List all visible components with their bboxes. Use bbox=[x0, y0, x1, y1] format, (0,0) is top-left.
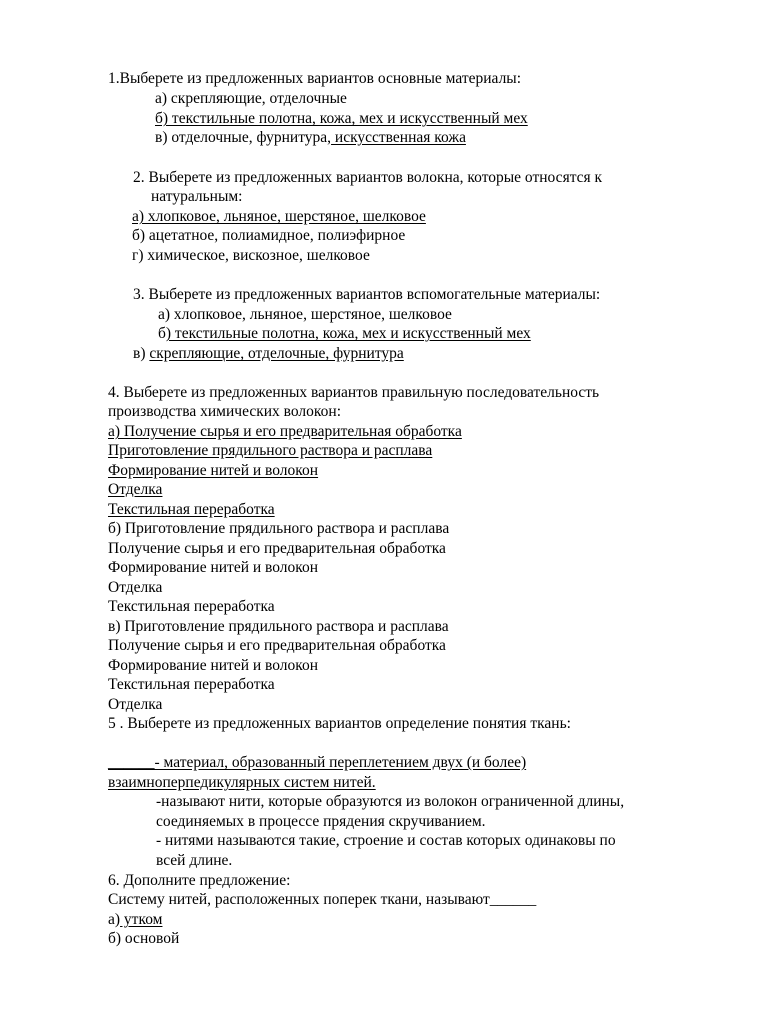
question-4-option-a-step: Текстильная переработка bbox=[108, 501, 275, 518]
question-1-option-c-rest: искусственная кожа bbox=[331, 129, 466, 146]
question-6-option-b: б) основой bbox=[108, 930, 180, 947]
question-3-title: 3. Выберете из предложенных вариантов вспомогательные материалы: bbox=[133, 286, 601, 303]
question-4-option-c-step: Текстильная переработка bbox=[108, 676, 275, 693]
question-3-option-c bbox=[133, 344, 404, 364]
question-3-option-c-rest: скрепляющие, отделочные, фурнитура bbox=[149, 345, 404, 362]
question-4-option-a-step: Отделка bbox=[108, 481, 163, 498]
question-5-option-b-line-2: соединяемых в процессе прядения скручиванием. bbox=[156, 813, 486, 830]
question-2-title-line-2: натуральным: bbox=[151, 188, 243, 205]
question-4-title-line-1: 4. Выберете из предложенных вариантов правильную последовательность bbox=[108, 384, 600, 401]
question-4-option-c-step: Получение сырья и его предварительная обработка bbox=[108, 637, 446, 654]
question-4-option-c-step: Формирование нитей и волокон bbox=[108, 657, 319, 674]
question-4-option-b-step: б) Приготовление прядильного раствора и расплава bbox=[108, 520, 450, 537]
question-6-option-a bbox=[108, 910, 162, 930]
question-4-option-a-step: а) Получение сырья и его предварительная обработка bbox=[108, 423, 462, 440]
question-2-title-line-1: 2. Выберете из предложенных вариантов волокна, которые относятся к bbox=[133, 169, 603, 186]
question-4-option-b-step: Получение сырья и его предварительная обработка bbox=[108, 540, 446, 557]
question-6-text: Систему нитей, расположенных поперек ткани, называют______ bbox=[108, 891, 537, 908]
question-5-option-a-line-2: взаимноперпедикулярных систем нитей. bbox=[108, 774, 376, 791]
question-4-option-c-step: Отделка bbox=[108, 696, 163, 713]
question-5-option-c-line-1: - нитями называются такие, строение и состав которых одинаковы по bbox=[156, 832, 616, 849]
question-6-option-a-prefix: а) bbox=[108, 911, 121, 928]
question-6-option-a-rest: утком bbox=[120, 911, 163, 928]
question-6-title: 6. Дополните предложение: bbox=[108, 872, 291, 889]
question-3-option-b-prefix: б bbox=[158, 325, 166, 342]
question-3-option-a-text: а) хлопковое, льняное, шерстяное, шелковое bbox=[158, 306, 452, 323]
question-2-option-c: г) химическое, вискозное, шелковое bbox=[132, 247, 370, 264]
question-1-option-c bbox=[155, 128, 466, 148]
question-4-option-b-step: Текстильная переработка bbox=[108, 598, 275, 615]
question-5-option-a-line-1: ______- материал, образованный переплетением двух (и более) bbox=[108, 754, 527, 771]
question-3-option-b bbox=[158, 324, 531, 344]
question-5-option-c-line-2: всей длине. bbox=[156, 852, 233, 869]
question-3-option-a bbox=[158, 305, 452, 325]
question-1-option-a: а) скрепляющие, отделочные bbox=[155, 90, 347, 107]
question-2-option-a: а) хлопковое, льняное, шерстяное, шелковое bbox=[132, 208, 426, 225]
question-3-option-c-prefix: в) bbox=[133, 345, 150, 362]
question-4-option-c-step: в) Приготовление прядильного раствора и расплава bbox=[108, 618, 449, 635]
question-3-option-b-rest: ) текстильные полотна, кожа, мех и искусственный мех bbox=[165, 325, 531, 342]
question-1-option-c-prefix: в) отделочные, фурнитура, bbox=[155, 129, 332, 146]
question-1-option-b: б) текстильные полотна, кожа, мех и искусственный мех bbox=[155, 110, 528, 127]
question-4-option-b-step: Отделка bbox=[108, 579, 163, 596]
question-2-option-b: б) ацетатное, полиамидное, полиэфирное bbox=[132, 227, 406, 244]
question-4-option-a-step: Формирование нитей и волокон bbox=[108, 462, 319, 479]
question-5-option-b-line-1: -называют нити, которые образуются из волокон ограниченной длины, bbox=[156, 793, 625, 810]
question-4-title-line-2: производства химических волокон: bbox=[108, 403, 342, 420]
question-4-option-b-step: Формирование нитей и волокон bbox=[108, 559, 319, 576]
question-1-title: 1.Выберете из предложенных вариантов основные материалы: bbox=[108, 70, 522, 87]
question-5-title: 5 . Выберете из предложенных вариантов определение понятия ткань: bbox=[108, 715, 571, 732]
question-4-option-a-step: Приготовление прядильного раствора и расплава bbox=[108, 442, 433, 459]
